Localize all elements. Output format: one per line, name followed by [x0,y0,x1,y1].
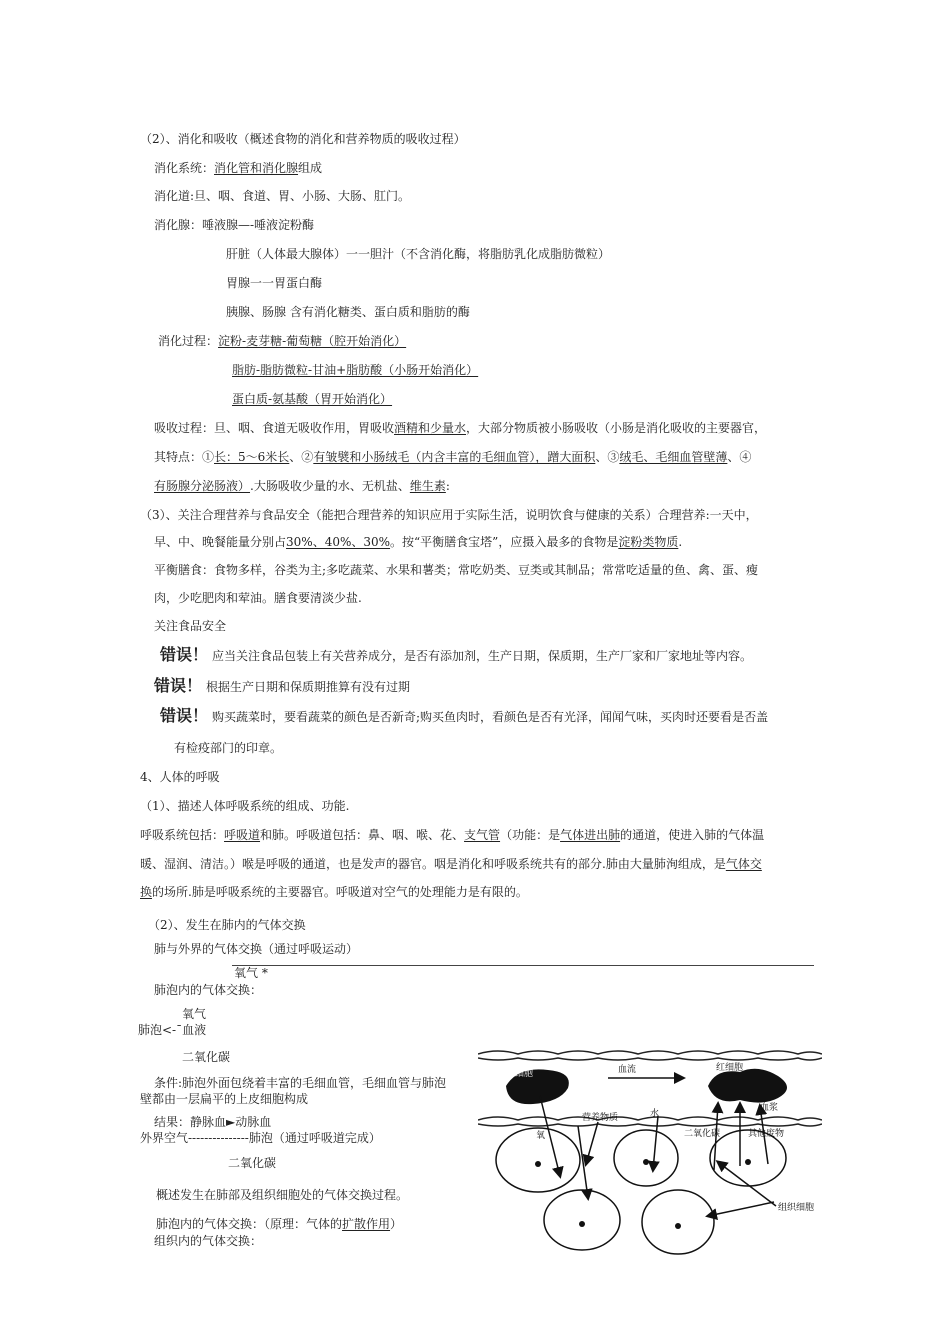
oxygen-star-label: 氧气 * [234,966,268,980]
cell-nuclei [535,1159,751,1229]
section-digestion-title: （2）、消化和吸收（概述食物的消化和营养物质的吸收过程） [140,132,466,146]
gland-line-2: 肝脏（人体最大腺体）一一胆汁（不含消化酶，将脂肪乳化成脂肪微粒） [226,247,611,261]
label-oxygen: 氧 [536,1131,546,1141]
food-safety-heading: 关注食品安全 [154,619,227,633]
gland-line-1: 消化腺：唾液腺—-唾液淀粉酶 [154,218,315,232]
condition-line-2: 壁都由一层扁平的上皮细胞构成 [140,1092,309,1106]
oxygen-label: 氧气 [182,1007,207,1021]
condition-line-1: 条件:肺泡外面包绕着丰富的毛细血管，毛细血管与肺泡 [154,1076,447,1090]
label-blood-flow: 血流 [618,1065,637,1075]
error-line-2: 错误！ 根据生产日期和保质期推算有没有过期 [154,676,411,695]
alveoli-blood-label: 肺泡<-¯血液 [138,1023,207,1037]
digestion-process-2: 脂肪-脂肪微粒-甘油+脂肪酸（小肠开始消化） [232,363,479,377]
label-co2: 二氧化碳 [684,1129,721,1139]
error-line-3: 错误！ 购买蔬菜时，要看蔬菜的颜色是否新奇;购买鱼肉时，看颜色是否有光泽，闻闻气味，买肉时还要看是否盖 [160,706,769,725]
features-line-2: 有肠腺分泌肠液）.大肠吸收少量的水、无机盐、维生素: [154,479,450,493]
label-plasma: 血浆 [760,1103,779,1113]
label-rbc-right: 红细胞 [716,1063,744,1073]
lung-external-exchange: 肺与外界的气体交换（通过呼吸运动） [154,942,359,956]
gland-line-3: 胃腺一一胃蛋白酶 [226,276,323,290]
capillary-wall-top [478,1051,822,1060]
label-waste: 其他废物 [748,1129,785,1139]
label-nutrients: 营养物质 [582,1113,619,1123]
respiratory-system-line-3: 换的场所.肺是呼吸系统的主要器官。呼吸道对空气的处理能力是有限的。 [140,885,528,899]
error-line-1: 错误！ 应当关注食品包装上有关营养成分，是否有添加剂，生产日期，保质期，生产厂家和厂家地址等内容。 [160,645,753,664]
balanced-diet-line-1: 平衡膳食：食物多样，谷类为主;多吃蔬菜、水果和薯类；常吃奶类、豆类或其制品；常常吃适量的鱼、禽、蛋、瘦 [154,563,759,577]
gas-exchange-diagram [478,1046,822,1256]
alveolar-exchange-label: 肺泡内的气体交换： [154,983,263,997]
gland-line-4: 胰腺、肠腺 含有消化糖类、蛋白质和脂肪的酶 [226,305,470,319]
balanced-diet-line-2: 肉，少吃肥肉和荤油。膳食要清淡少盐. [154,591,362,605]
describe-line: 概述发生在肺部及组织细胞处的气体交换过程。 [156,1188,409,1202]
meal-energy-line: 早、中、晚餐能量分别占30%、40%、30%。按“平衡膳食宝塔”，应摄入最多的食物是淀粉类物质. [154,535,683,549]
respiration-heading: 4、人体的呼吸 [140,770,220,784]
digestive-system-line: 消化系统：消化管和消化腺组成 [154,161,323,175]
tissue-exchange-label: 组织内的气体交换： [154,1234,263,1248]
outer-air-line: 外界空气---------------肺泡（通过呼吸道完成） [140,1131,381,1145]
result-line: 结果：静脉血►动脉血 [154,1115,272,1129]
divider-line [232,965,814,966]
label-tissue-cell: 组织细胞 [778,1203,815,1213]
respiratory-system-line-1: 呼吸系统包括：呼吸道和肺。呼吸道包括：鼻、咽、喉、花、支气管（功能：是气体进出肺的通道，使进入肺的气体温 [140,828,765,842]
section-nutrition-title: （3）、关注合理营养与食品安全（能把合理营养的知识应用于实际生活，说明饮食与健康的关系）合理营养:一天中， [140,508,758,522]
digestion-process-1: 消化过程：淀粉-麦芽糖-葡萄糖（腔开始消化） [158,334,407,348]
error-line-3-cont: 有检疫部门的印章。 [174,741,283,755]
respiration-sub-1: （1）、描述人体呼吸系统的组成、功能. [140,799,350,813]
digestion-process-3: 蛋白质-氨基酸（胃开始消化） [232,392,393,406]
respiration-sub-2: （2）、发生在肺内的气体交换 [148,918,306,932]
digestive-tract-line: 消化道:旦、咽、食道、胃、小肠、大肠、肛门。 [154,189,411,203]
label-rbc-left: 红细胞 [506,1069,534,1079]
red-blood-cell-right [708,1069,787,1103]
co2-label: 二氧化碳 [182,1050,231,1064]
alveolar-exchange-principle: 肺泡内的气体交换：（原理：气体的扩散作用） [156,1217,403,1231]
respiratory-system-line-2: 暖、湿润、清洁。）喉是呼吸的通道，也是发声的器官。咽是消化和呼吸系统共有的部分.肺由大量肺洵组成，是气体交 [140,857,762,871]
tissue-cells [496,1128,786,1254]
absorption-line: 吸收过程：旦、咽、食道无吸收作用，胃吸收酒精和少量水，大部分物质被小肠吸收（小肠是消化吸收的主要器官， [154,421,767,435]
co2-label-2: 二氧化碳 [228,1156,277,1170]
label-water: 水 [650,1109,660,1119]
features-line-1: 其特点：①长：5〜6米长、②有皱襞和小肠绒毛（内含丰富的毛细血管），蹭大面积、③绒毛、毛细血管壁薄、④ [154,450,752,464]
